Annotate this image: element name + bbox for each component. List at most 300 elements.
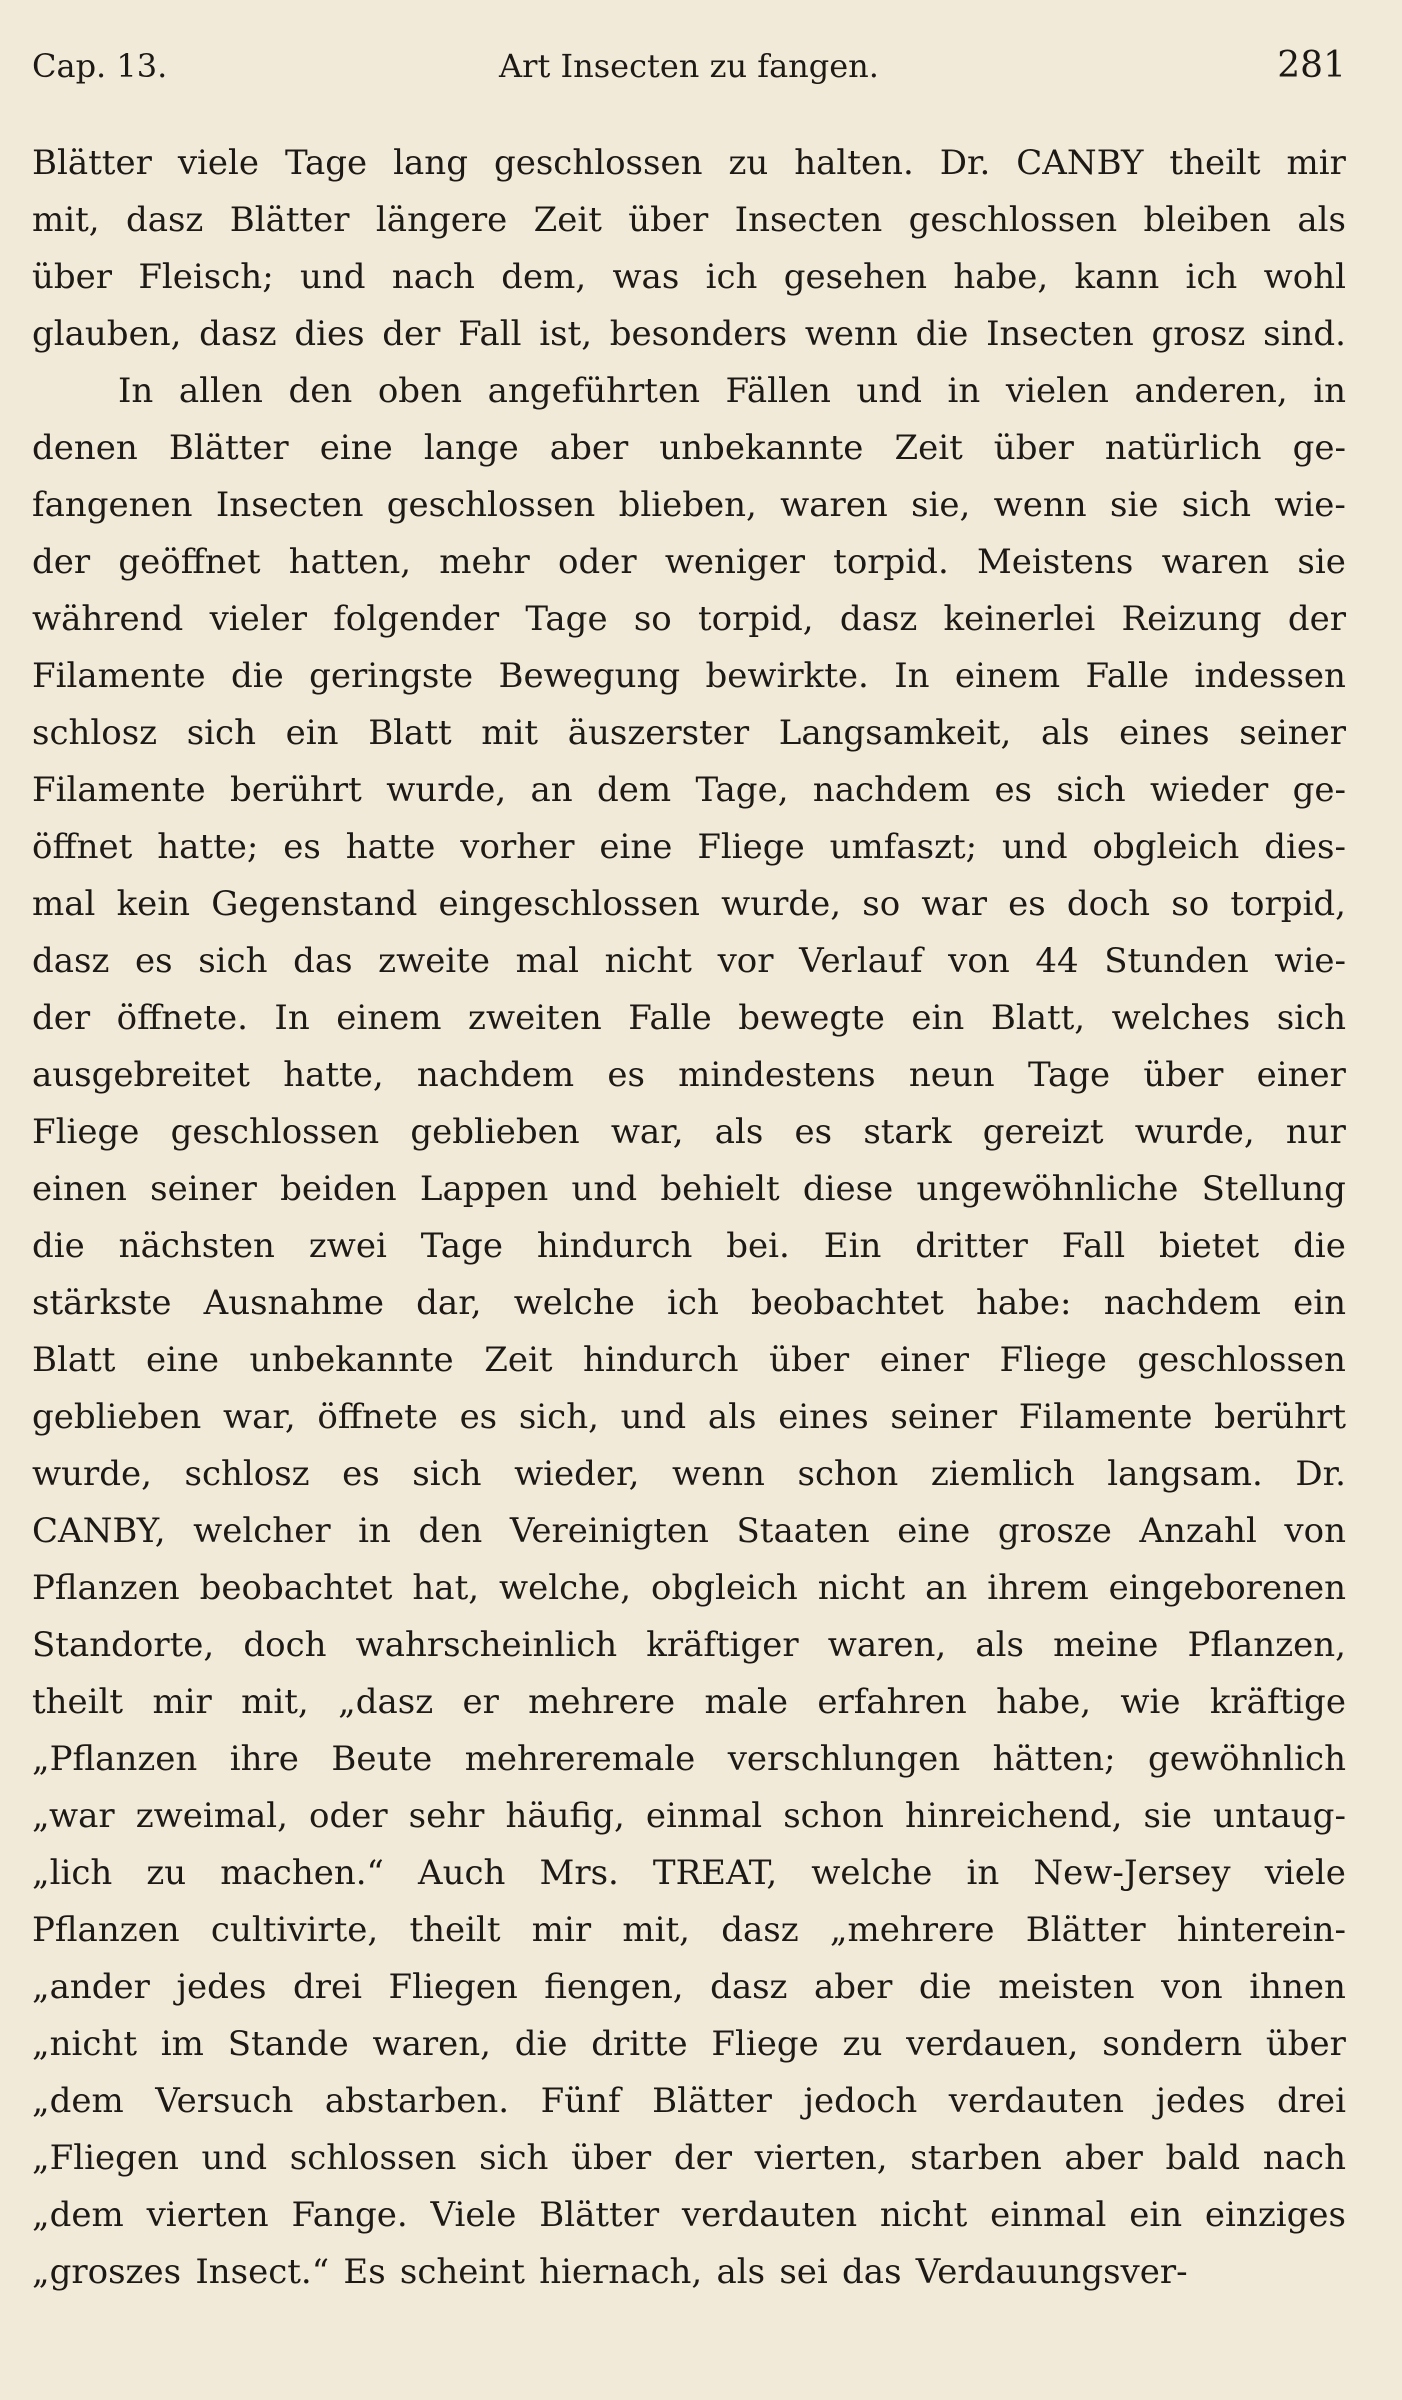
text-line [32,306,1346,363]
word: Pflanzen [32,1910,180,1950]
word: Fliege [711,2024,819,2064]
word: New-Jersey [1033,1853,1231,1893]
word: Reizung [1121,599,1262,639]
word: sondern [1102,2024,1243,2064]
word: obgleich [1092,827,1240,867]
word: weniger [664,542,805,582]
word: Tage [284,143,368,183]
word: Gegenstand [211,884,418,924]
word: es [342,1454,380,1494]
word: ein [1293,1283,1346,1323]
word: so [862,884,901,924]
word: Fall [1061,1226,1126,1266]
word: Viele [430,2195,517,2235]
word: und [571,1169,638,1209]
word: im [160,2024,204,2064]
word: neun [908,1055,995,1095]
word: Filamente [32,656,206,696]
text-line [32,1845,1346,1902]
word: während [32,599,184,639]
word: male [704,1682,789,1722]
word: „nicht [32,2024,137,2064]
text-line [32,1389,1346,1446]
word: dritter [915,1226,1028,1266]
word: mehrere [528,1682,676,1722]
word: Ein [823,1226,882,1266]
word: sie [1110,485,1159,525]
word: dem [597,770,672,810]
word: ge- [1292,428,1346,468]
word: Fliege [999,1340,1107,1380]
text-line [32,2016,1346,2073]
word: ich [1185,257,1238,297]
word: mehr [439,542,530,582]
word: beobachtet [199,1568,393,1608]
word: in [1313,371,1346,411]
running-title: Art Insecten zu fangen. [499,47,879,85]
text-line [32,1503,1346,1560]
text-line [32,990,1346,1047]
word: eines [778,1397,869,1437]
page-number: 281 [1277,45,1346,86]
text-line [32,1275,1346,1332]
word: nicht [879,2195,968,2235]
word: Filamente [1018,1397,1193,1437]
word: über [993,428,1074,468]
word: Tage, [695,770,789,810]
word: hinterein- [1176,1910,1346,1950]
word: habe, [996,1682,1092,1722]
word: hätten; [992,1739,1116,1779]
word: viele [1264,1853,1346,1893]
word: Auch [418,1853,506,1893]
word: theilt [32,1682,124,1722]
word: dasz [839,599,918,639]
word: sich, [518,1397,599,1437]
word: einziges [1204,2195,1346,2235]
word: Mrs. [539,1853,619,1893]
word: „ander [32,1967,150,2007]
word: der [673,2138,732,2178]
word: über [628,200,709,240]
text-line [32,2073,1346,2130]
word: mir [152,1682,212,1722]
word: langsam. [1107,1454,1263,1494]
word: sich [186,713,256,753]
word: nachdem [812,770,971,810]
word: dasz [199,314,277,354]
word: sich [1056,770,1126,810]
word: bei. [726,1226,790,1266]
word: ausgebreitet [32,1055,250,1095]
word: Fünf [540,2081,621,2121]
text-line [32,762,1346,819]
word: kräftige [1209,1682,1346,1722]
word: öffnete. [116,998,248,1038]
word: eines [1119,713,1210,753]
word: dasz [721,1910,799,1950]
word: grosz [1151,314,1246,354]
word: eine [599,827,673,867]
word: geblieben [32,1397,202,1437]
word: hiernach, [539,2252,703,2292]
word: mindestens [678,1055,876,1095]
word: „mehrere [829,1910,995,1950]
word: waren [780,485,888,525]
word: sie [1143,1796,1192,1836]
word: anderen, [1134,371,1288,411]
word: als [1297,200,1346,240]
word: Blätter [32,143,152,183]
word: oder [308,1796,388,1836]
word: was [612,257,680,297]
word: zu [842,2024,883,2064]
word: das [293,941,353,981]
word: In [118,371,154,411]
word: Fällen [725,371,831,411]
word: verdauten [948,2081,1124,2121]
text-line [32,1902,1346,1959]
word: habe, [953,257,1049,297]
word: gesehen [783,257,928,297]
word: dasz [710,1967,788,2007]
word: zweite [378,941,490,981]
word: nicht [604,941,692,981]
word: wurde, [32,1454,152,1494]
word: mal [515,941,579,981]
word: hinreichend, [905,1796,1123,1836]
word: aber [1064,2138,1143,2178]
word: ich [667,1283,719,1323]
text-line [32,1446,1346,1503]
word: ein [285,713,339,753]
word: stark [863,1112,952,1152]
text-line [32,1218,1346,1275]
word: Insecten [986,314,1134,354]
word: einmal [645,1796,763,1836]
word: geschlossen [386,485,596,525]
word: drei [292,1967,362,2007]
word: Stunden [1104,941,1249,981]
word: kein [116,884,191,924]
word: vielen [1005,371,1109,411]
word: nächsten [118,1226,275,1266]
word: fangenen [32,485,193,525]
word: „groszes [32,2252,182,2292]
text-line [32,819,1346,876]
text-line [32,1560,1346,1617]
word: die [1293,1226,1346,1266]
word: denen [32,428,138,468]
word: Blätter [652,2081,772,2121]
word: hatte; [157,827,259,867]
word: über [32,257,113,297]
word: zwei [308,1226,387,1266]
word: seiner [890,1397,998,1437]
word: ich [705,257,758,297]
word: grosze [997,1511,1112,1551]
word: sie [1297,542,1346,582]
word: nicht [817,1568,906,1608]
word: CANBY [1016,143,1144,183]
word: vierten, [754,2138,888,2178]
word: der [32,542,91,582]
word: als [1040,713,1090,753]
text-line [32,2130,1346,2187]
word: theilt [409,1910,501,1950]
chapter-label: Cap. 13. [32,47,168,85]
word: folgender [333,599,500,639]
word: Blätter [229,200,350,240]
text-line [32,933,1346,990]
word: sich [1181,485,1252,525]
word: ungewöhnliche [916,1169,1179,1209]
word: erfahren [817,1682,967,1722]
text-line [32,363,1346,420]
word: meisten [998,1967,1135,2007]
word: angeführten [487,371,700,411]
text-line [32,876,1346,933]
word: doch [1066,884,1151,924]
text-line [32,420,1346,477]
word: nachdem [1103,1283,1261,1323]
word: schlosz [184,1454,310,1494]
word: von [1161,1967,1223,2007]
word: lange [423,428,519,468]
word: behielt [660,1169,780,1209]
word: Zeit [894,428,963,468]
word: einem [954,656,1061,696]
word: der [32,998,91,1038]
word: natürlich [1104,428,1262,468]
word: Tage [525,599,608,639]
word: mehreremale [464,1739,696,1779]
word: Falle [628,998,712,1038]
word: hatten, [288,542,412,582]
word: geschlossen [908,200,1118,240]
word: war, [223,1397,296,1437]
word: Stande [227,2024,349,2064]
word: theilt [1169,143,1261,183]
word: dritte [591,2024,688,2064]
word: und [1002,827,1068,867]
word: oder [558,542,637,582]
word: TREAT, [652,1853,778,1893]
word: welche [513,1283,635,1323]
word: Blatt [368,713,452,753]
word: war, [610,1112,684,1152]
word: öffnet [32,827,133,867]
word: eingeschlossen [438,884,700,924]
word: einer [1256,1055,1346,1095]
text-line [32,192,1346,249]
word: bald [1165,2138,1241,2178]
word: als [975,1625,1024,1665]
word: wohl [1263,257,1346,297]
word: glauben, [32,314,182,354]
text-line [32,1047,1346,1104]
page-header [32,46,1346,86]
word: mit, [32,200,100,240]
word: dies- [1264,827,1346,867]
word: schlosz [32,713,158,753]
word: umfaszt; [829,827,978,867]
word: dasz [32,941,110,981]
word: welche, [499,1568,631,1608]
word: mit, [622,1910,690,1950]
word: ihre [229,1739,299,1779]
word: als [707,1397,757,1437]
text-line [32,1731,1346,1788]
word: Dr. [939,143,991,183]
word: bewegte [738,998,885,1038]
word: verdauten [681,2195,858,2235]
word: nach [391,257,475,297]
word: torpid. [833,542,949,582]
word: Vereinigten [509,1511,709,1551]
word: der [382,314,441,354]
word: es [459,1397,498,1437]
word: Beute [331,1739,433,1779]
word: sich [1276,998,1346,1038]
word: Fleisch; [138,257,274,297]
word: „lich [32,1853,113,1893]
word: ist, [539,314,593,354]
word: so [633,599,672,639]
word: häufig, [505,1796,625,1836]
word: berührt [230,770,362,810]
word: Stellung [1201,1169,1346,1209]
word: Ausnahme [203,1283,384,1323]
word: dar, [416,1283,482,1323]
word: er [462,1682,499,1722]
word: vieler [209,599,308,639]
word: die [32,1226,85,1266]
word: bleiben [1143,200,1271,240]
word: schlossen [289,2138,457,2178]
word: „dem [32,2081,124,2121]
text-line [32,2244,1346,2301]
word: in [947,371,981,411]
word: ge- [1292,770,1346,810]
word: beiden [280,1169,397,1209]
word: wie- [1274,941,1346,981]
word: kräftiger [646,1625,799,1665]
word: geöffnet [118,542,261,582]
word: gewöhnlich [1148,1739,1346,1779]
word: sind. [1263,314,1346,354]
word: unbekannte [249,1340,454,1380]
word: mir [1286,143,1346,183]
word: hat, [412,1568,480,1608]
word: geschlossen [493,143,703,183]
word: wie- [1274,485,1346,525]
word: verdauen, [906,2024,1079,2064]
word: meine [1053,1625,1159,1665]
word: mit [481,713,539,753]
word: an [530,770,573,810]
word: In [894,656,930,696]
word: Blatt [32,1340,116,1380]
word: waren, [827,1625,947,1665]
word: sie, [911,485,971,525]
word: eine [319,428,393,468]
word: „Pflanzen [32,1739,198,1779]
word: aber [813,1967,893,2007]
word: jedoch [803,2081,918,2121]
word: geschlossen [170,1112,380,1152]
word: von [948,941,1010,981]
word: wenn [993,485,1087,525]
word: keinerlei [943,599,1096,639]
word: und [856,371,922,411]
word: einer [879,1340,969,1380]
text-line [32,705,1346,762]
word: hindurch [583,1340,739,1380]
word: torpid, [1230,884,1346,924]
word: Zeit [484,1340,553,1380]
word: zweiten [468,998,602,1038]
word: einmal [990,2195,1107,2235]
word: Tage [420,1226,503,1266]
word: bewirkte. [705,656,869,696]
word: bietet [1159,1226,1260,1266]
word: Blätter [168,428,289,468]
word: gereizt [982,1112,1104,1152]
word: Blatt, [990,998,1086,1038]
word: und [299,257,366,297]
word: Zeit [533,200,602,240]
text-line [32,1788,1346,1845]
word: Bewegung [498,656,681,696]
word: aber [549,428,629,468]
word: fiengen, [544,1967,684,2007]
word: an [925,1568,968,1608]
word: abstarben. [324,2081,510,2121]
word: beobachtet [751,1283,944,1323]
word: eine [146,1340,220,1380]
word: scheint [399,2252,525,2292]
word: von [1284,1511,1346,1551]
word: berührt [1214,1397,1346,1437]
text-line [32,1332,1346,1389]
text-line [32,1617,1346,1674]
word: Verdauungsver- [915,2252,1188,2292]
word: nur [1285,1112,1346,1152]
word: stärkste [32,1283,172,1323]
word: starben [910,2138,1042,2178]
body-text [32,135,1346,2301]
word: wenn [804,314,898,354]
word: nach [1262,2138,1346,2178]
word: schon [783,1796,884,1836]
word: zu [146,1853,187,1893]
word: ziemlich [930,1454,1075,1494]
word: welcher [193,1511,331,1551]
word: sei [779,2252,828,2292]
word: wie [1120,1682,1181,1722]
word: untaug- [1213,1796,1346,1836]
word: waren, [372,2024,491,2064]
text-line [32,2187,1346,2244]
word: cultivirte, [210,1910,379,1950]
word: „dasz [338,1682,434,1722]
word: zweimal, [135,1796,288,1836]
word: Blätter [1025,1910,1146,1950]
word: in [358,1511,391,1551]
word: Filamente [32,770,206,810]
text-line [32,135,1346,192]
